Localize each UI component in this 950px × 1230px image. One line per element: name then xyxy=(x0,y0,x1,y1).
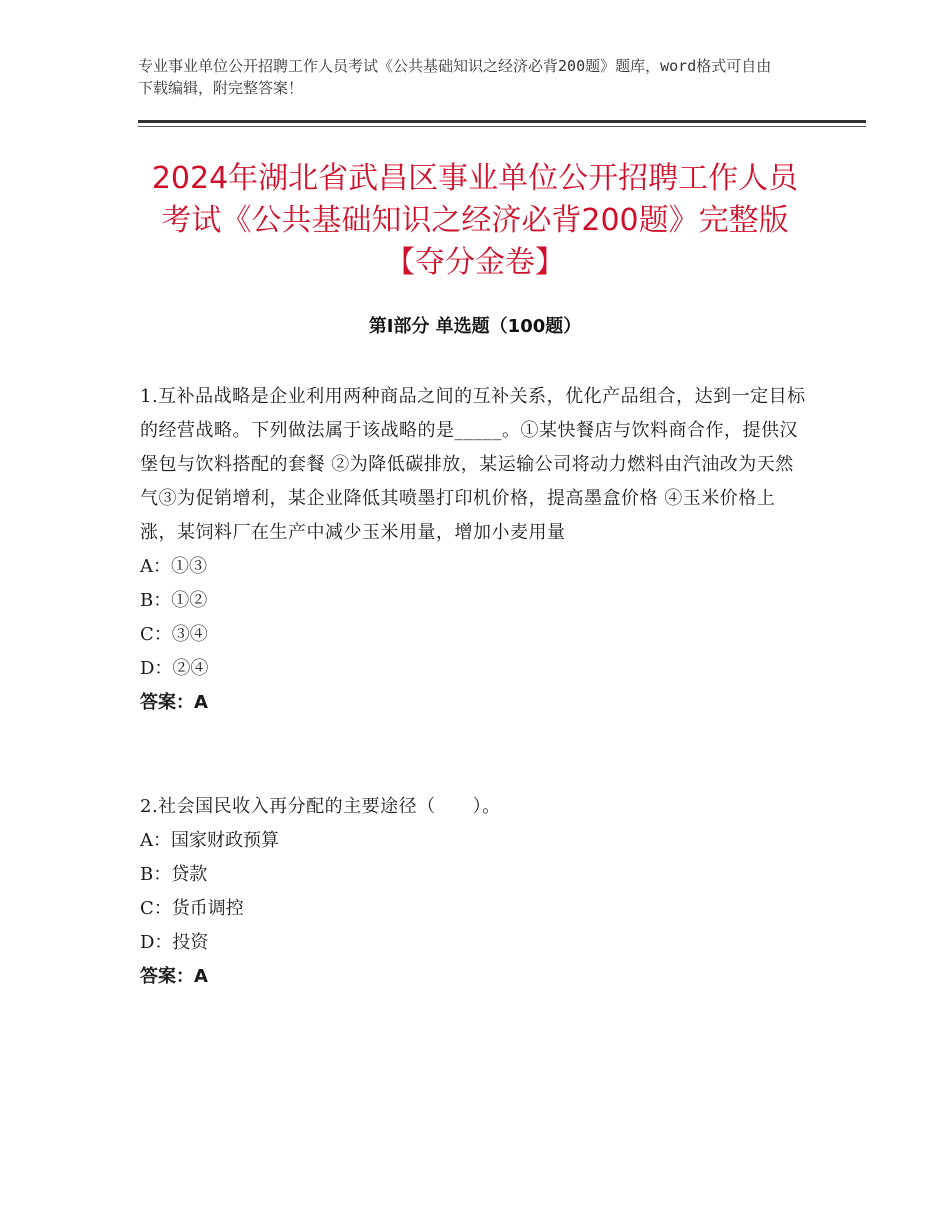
option-a: A：①③ xyxy=(140,556,207,577)
header-rule-thin xyxy=(138,126,866,127)
option-c: C：③④ xyxy=(140,624,208,645)
question-2 xyxy=(140,790,810,994)
answer: 答案：A xyxy=(140,692,208,713)
option-b: B：贷款 xyxy=(140,864,208,885)
option-a: A：国家财政预算 xyxy=(140,830,279,851)
question-1 xyxy=(140,380,810,720)
option-c: C：货币调控 xyxy=(140,898,244,919)
option-b: B：①② xyxy=(140,590,208,611)
document-title: 2024年湖北省武昌区事业单位公开招聘工作人员考试《公共基础知识之经济必背200题》完整版【夺分金卷】 xyxy=(151,161,799,280)
option-d: D：投资 xyxy=(140,932,209,953)
question-stem: 1.互补品战略是企业利用两种商品之间的互补关系，优化产品组合，达到一定目标的经营战略。下列做法属于该战略的是_____。①某快餐店与饮料商合作，提供汉堡包与饮料搭配的套餐 ②为降低碳排放，某运输公司将动力燃料由汽油改为天然气③为促销增利，某企业降低其喷墨打印机价格，提高墨盒价格 ④玉米价格上涨，某饲料厂在生产中减少玉米用量，增加小麦用量 xyxy=(140,386,806,543)
header-note: 专业事业单位公开招聘工作人员考试《公共基础知识之经济必背200题》题库，word格式可自由下载编辑，附完整答案！ xyxy=(138,57,772,97)
option-d: D：②④ xyxy=(140,658,209,679)
question-stem: 2.社会国民收入再分配的主要途径（ ）。 xyxy=(140,796,501,817)
answer: 答案：A xyxy=(140,966,208,987)
section-heading: 第Ⅰ部分 单选题（100题） xyxy=(368,316,582,337)
header-rule-thick xyxy=(138,120,866,123)
